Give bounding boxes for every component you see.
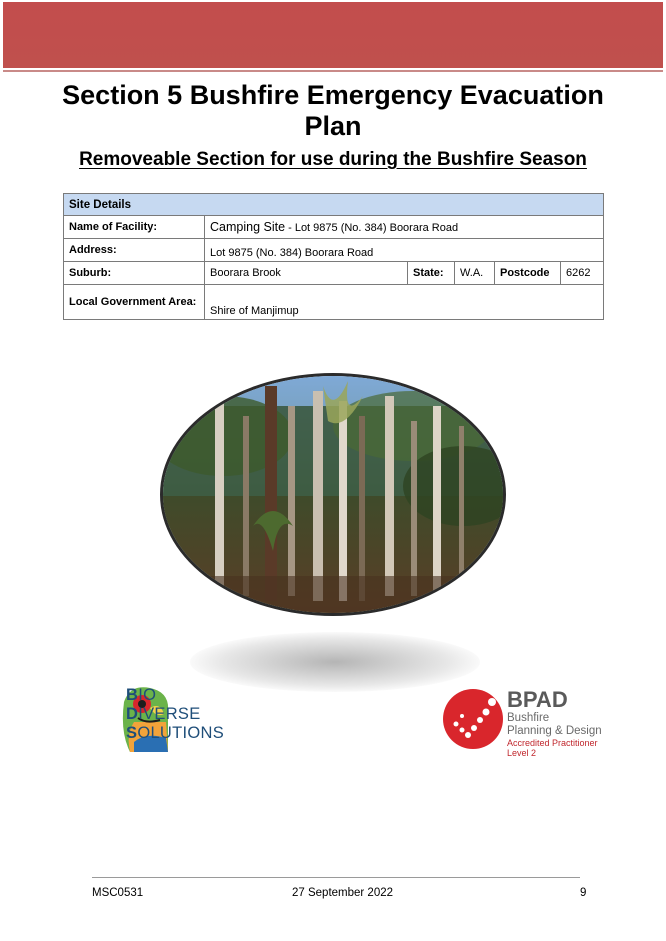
photo-shadow — [190, 632, 480, 692]
address-value: Lot 9875 (No. 384) Boorara Road — [205, 239, 604, 262]
postcode-label: Postcode — [495, 262, 561, 285]
lga-value: Shire of Manjimup — [205, 285, 604, 320]
bpad-line-2: Planning & Design — [507, 724, 602, 737]
footer-page-number: 9 — [580, 887, 587, 899]
bpad-line-4: Level 2 — [507, 748, 537, 758]
facility-label: Name of Facility: — [64, 216, 205, 239]
bpad-title: BPAD — [507, 687, 568, 712]
bpad-logo-icon — [442, 688, 504, 750]
bds-rest-2: IVERSE — [138, 705, 201, 723]
footer-date: 27 September 2022 — [292, 887, 394, 899]
header-divider — [3, 70, 663, 72]
table-row — [64, 216, 604, 239]
facility-value-rest: - Lot 9875 (No. 384) Boorara Road — [285, 222, 459, 234]
forest-photo — [160, 373, 506, 616]
footer-doc-code: MSC0531 — [92, 887, 144, 899]
lga-label: Local Government Area: — [64, 285, 205, 320]
bpad-line-3: Accredited Practitioner — [507, 738, 598, 748]
table-row — [64, 194, 604, 216]
address-label: Address: — [64, 239, 205, 262]
bds-initial-b: B — [126, 686, 139, 704]
facility-value — [205, 216, 604, 239]
state-value: W.A. — [455, 262, 495, 285]
state-label: State: — [408, 262, 455, 285]
bpad-accreditation — [507, 738, 598, 758]
table-row — [64, 285, 604, 320]
site-details-table — [63, 193, 604, 320]
bds-line-2 — [126, 705, 224, 724]
table-row — [64, 262, 604, 285]
page-subtitle: Removeable Section for use during the Bushfire Season — [79, 149, 587, 170]
table-row — [64, 239, 604, 262]
page-title: Section 5 Bushfire Emergency Evacuation Plan — [62, 80, 604, 141]
bpad-line-1: Bushfire — [507, 712, 550, 724]
bds-rest-1: IO — [138, 686, 157, 704]
site-details-heading: Site Details — [64, 194, 604, 216]
bds-rest-3: OLUTIONS — [137, 724, 225, 742]
bds-line-3 — [126, 724, 224, 743]
bds-initial-d: D — [126, 705, 139, 723]
header-banner — [3, 2, 663, 68]
bds-line-1 — [126, 686, 224, 705]
suburb-label: Suburb: — [64, 262, 205, 285]
postcode-value: 6262 — [561, 262, 604, 285]
forest-illustration — [163, 376, 503, 613]
bpad-subtitle — [507, 712, 602, 737]
facility-value-main: Camping Site — [210, 220, 286, 234]
bds-initial-s: S — [126, 724, 138, 742]
bio-diverse-solutions-wordmark — [126, 686, 224, 743]
suburb-value: Boorara Brook — [205, 262, 408, 285]
footer-divider — [92, 877, 580, 878]
